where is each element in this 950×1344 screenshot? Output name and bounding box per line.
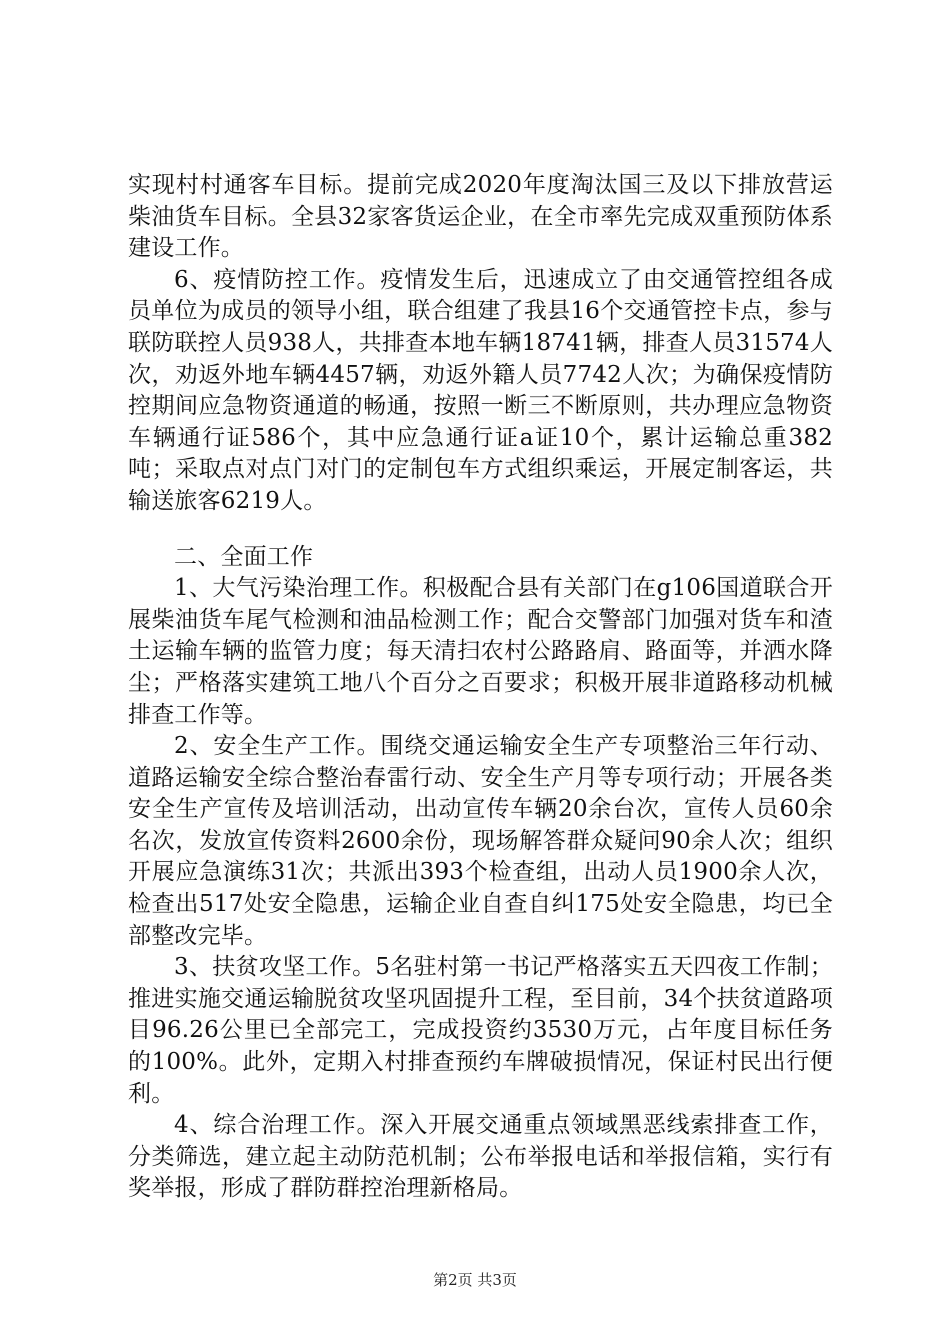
paragraph-production-safety: 2、安全生产工作。围绕交通运输安全生产专项整治三年行动、道路运输安全综合整治春雷行动、安全生产月等专项行动；开展各类安全生产宣传及培训活动，出动宣传车辆20余台次，宣传人员60余名次，发放宣传资料2600余份，现场解答群众疑问90余人次；组织开展应急演练31次；共派出393个检查组，出动人员1900余人次，检查出517处安全隐患，运输企业自查自纠175处安全隐患，均已全部整改完毕。 (128, 733, 833, 949)
paragraph-continuation: 实现村村通客车目标。提前完成2020年度淘汰国三及以下排放营运柴油货车目标。全县32家客货运企业，在全市率先完成双重预防体系建设工作。 (128, 172, 833, 262)
paragraph-poverty-alleviation: 3、扶贫攻坚工作。5名驻村第一书记严格落实五天四夜工作制；推进实施交通运输脱贫攻坚巩固提升工程，至目前，34个扶贫道路项目96.26公里已全部完工，完成投资约3530万元，占年度目标任务的100%。此外，定期入村排查预约车牌破损情况，保证村民出行便利。 (128, 954, 833, 1107)
document-body (128, 170, 833, 1205)
section-heading: 二、全面工作 (174, 543, 314, 570)
paragraph-air-pollution: 1、大气污染治理工作。积极配合县有关部门在g106国道联合开展柴油货车尾气检测和油品检测工作；配合交警部门加强对货车和渣土运输车辆的监管力度；每天清扫农村公路路肩、路面等，并洒水降尘；严格落实建筑工地八个百分之百要求；积极开展非道路移动机械排查工作等。 (128, 575, 833, 728)
page-footer: 第2页 共3页 (433, 1271, 517, 1289)
paragraph-epidemic-control: 6、疫情防控工作。疫情发生后，迅速成立了由交通管控组各成员单位为成员的领导小组，联合组建了我县16个交通管控卡点，参与联防联控人员938人，共排查本地车辆18741辆，排查人员31574人次，劝返外地车辆4457辆，劝返外籍人员7742人次；为确保疫情防控期间应急物资通道的畅通，按照一断三不断原则，共办理应急物资车辆通行证586个，其中应急通行证a证10个，累计运输总重382吨；采取点对点门对门的定制包车方式组织乘运，开展定制客运，共输送旅客6219人。 (128, 266, 833, 514)
paragraph-comprehensive-governance: 4、综合治理工作。深入开展交通重点领域黑恶线索排查工作，分类筛选，建立起主动防范机制；公布举报电话和举报信箱，实行有奖举报，形成了群防群控治理新格局。 (128, 1112, 833, 1202)
